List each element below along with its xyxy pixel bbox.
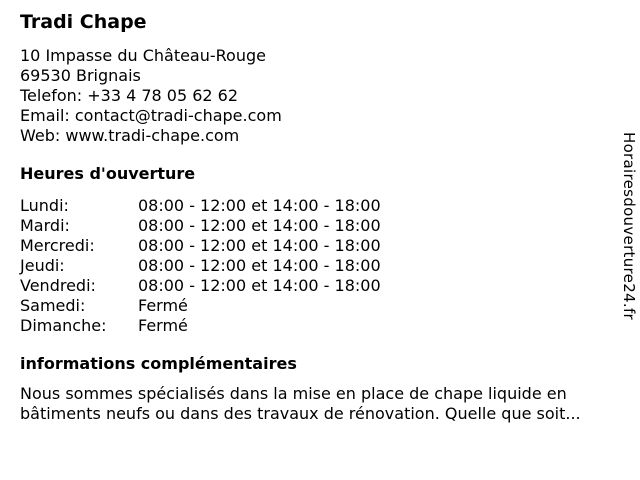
day-label: Jeudi: — [20, 256, 65, 275]
website-line: Web: www.tradi-chape.com — [20, 126, 240, 145]
email-line: Email: contact@tradi-chape.com — [20, 106, 282, 125]
day-label: Lundi: — [20, 196, 69, 215]
day-label: Mercredi: — [20, 236, 95, 255]
site-watermark: Horairesdouverture24.fr — [620, 132, 638, 320]
hours-value: 08:00 - 12:00 et 14:00 - 18:00 — [138, 276, 381, 295]
table-row — [20, 236, 620, 256]
contact-info-block — [20, 46, 620, 146]
phone-line: Telefon: +33 4 78 05 62 62 — [20, 86, 239, 105]
hours-value: Fermé — [138, 296, 188, 315]
address-city-line: 69530 Brignais — [20, 66, 141, 85]
day-label: Samedi: — [20, 296, 86, 315]
day-label: Dimanche: — [20, 316, 107, 335]
table-row — [20, 316, 620, 336]
hours-value: 08:00 - 12:00 et 14:00 - 18:00 — [138, 216, 381, 235]
table-row — [20, 296, 620, 316]
table-row — [20, 216, 620, 236]
address-street-line: 10 Impasse du Château-Rouge — [20, 46, 266, 65]
table-row — [20, 256, 620, 276]
hours-value: Fermé — [138, 316, 188, 335]
day-label: Vendredi: — [20, 276, 96, 295]
table-row — [20, 196, 620, 216]
hours-value: 08:00 - 12:00 et 14:00 - 18:00 — [138, 196, 381, 215]
opening-hours-table — [20, 196, 620, 336]
additional-info-text: Nous sommes spécialisés dans la mise en place de chape liquide en bâtiments neufs ou dans des travaux de rénovation. Quelle que soit... — [20, 384, 581, 423]
business-name-title: Tradi Chape — [20, 11, 147, 33]
main-content — [20, 10, 620, 424]
day-label: Mardi: — [20, 216, 70, 235]
additional-info-heading: informations complémentaires — [20, 354, 297, 373]
table-row — [20, 276, 620, 296]
opening-hours-heading: Heures d'ouverture — [20, 164, 196, 183]
hours-value: 08:00 - 12:00 et 14:00 - 18:00 — [138, 236, 381, 255]
hours-value: 08:00 - 12:00 et 14:00 - 18:00 — [138, 256, 381, 275]
